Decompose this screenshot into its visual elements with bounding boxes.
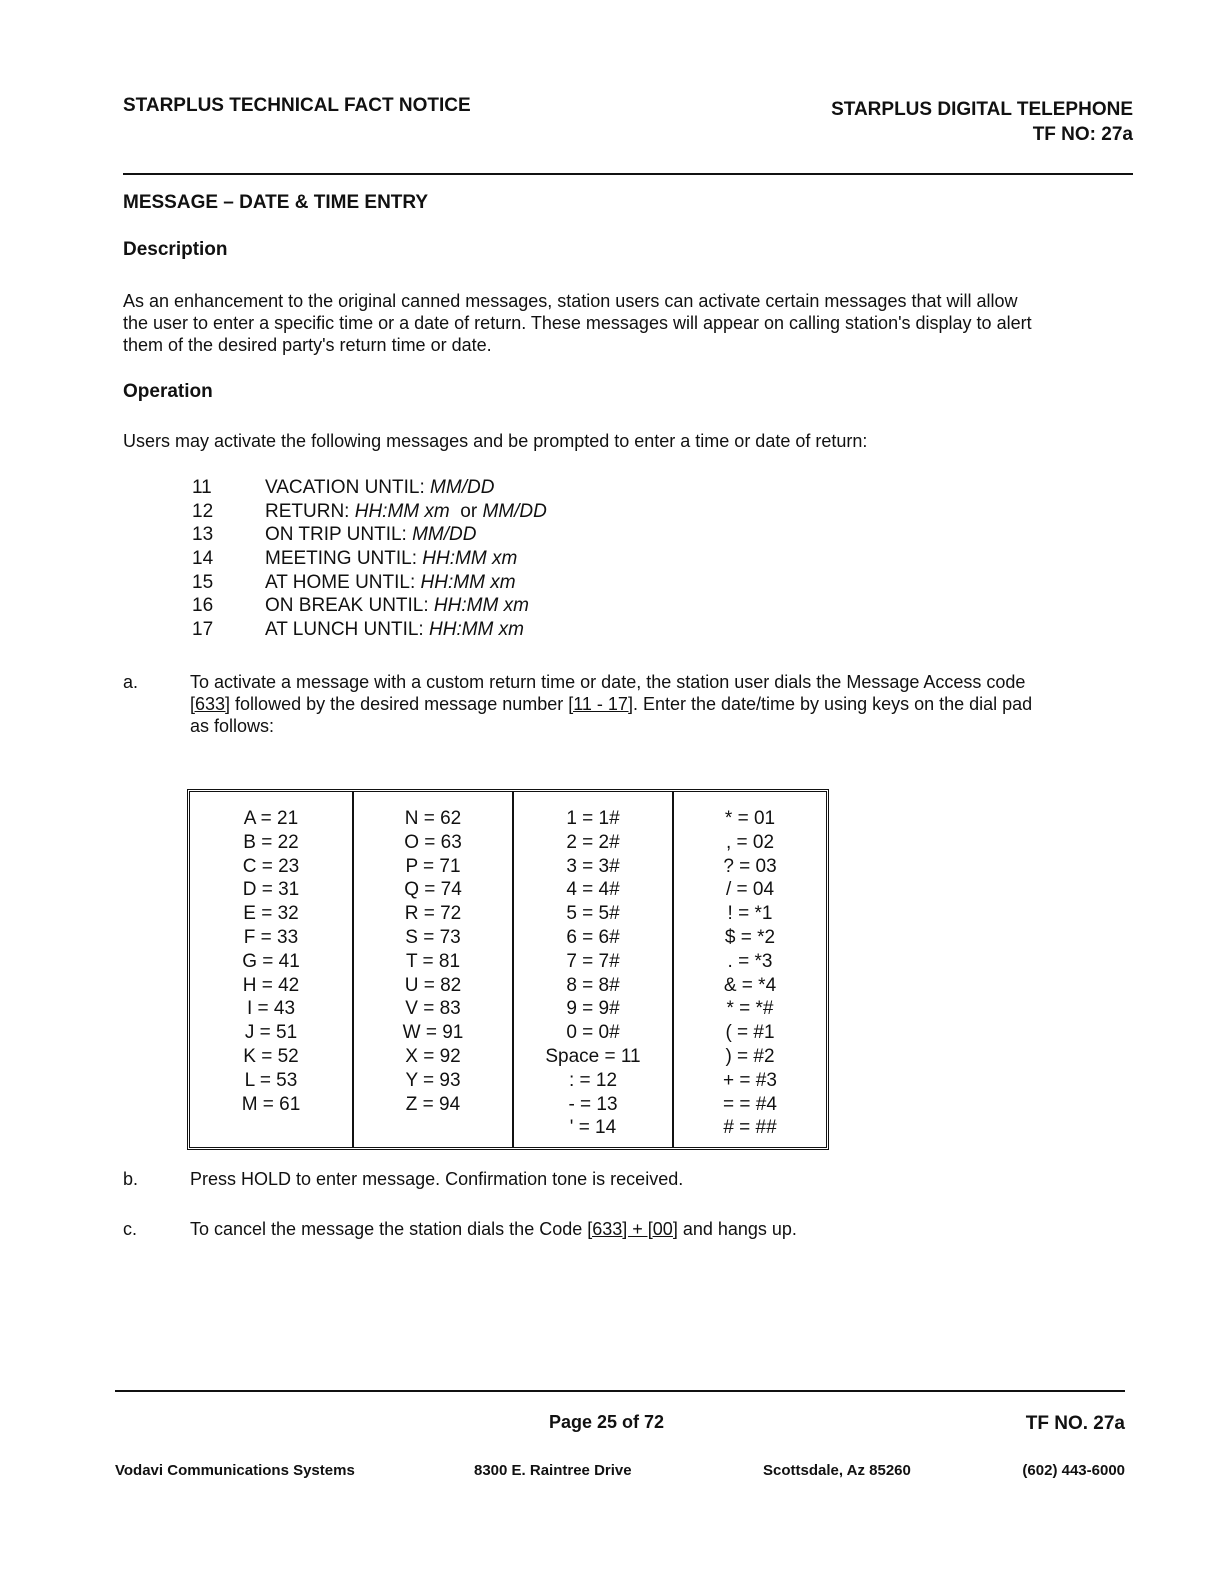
- step-a-text: [190, 671, 1135, 737]
- message-label: MEETING UNTIL:: [265, 548, 423, 570]
- code-entry: J = 51: [244, 1022, 298, 1044]
- code-entry: H = 42: [242, 974, 300, 996]
- code-entry: N = 62: [404, 808, 462, 829]
- code-entry: L = 53: [244, 1069, 298, 1091]
- list-item: [192, 477, 547, 501]
- code-column-letters-a-m: [190, 792, 354, 1147]
- message-label: RETURN:: [265, 500, 355, 522]
- header-right-title: STARPLUS DIGITAL TELEPHONE: [831, 99, 1133, 120]
- code-entry: A = 21: [243, 808, 299, 829]
- header-divider: [123, 173, 1133, 175]
- code-column-symbols: [674, 792, 826, 1147]
- code-entry: * = 01: [724, 808, 776, 829]
- message-format: MM/DD: [430, 477, 495, 498]
- message-format: HH:MM xm: [420, 571, 516, 593]
- message-label: ON TRIP UNTIL:: [265, 524, 413, 546]
- code-entry: M = 61: [241, 1093, 301, 1115]
- code-entry: 1 = 1#: [566, 808, 620, 829]
- step-a-line-end: . Enter the date/time by using keys on the dial pad: [632, 694, 1033, 714]
- code-entry: 9 = 9#: [566, 998, 620, 1020]
- list-item: [192, 524, 547, 548]
- list-item: [192, 619, 547, 643]
- message-label: AT HOME UNTIL:: [265, 571, 421, 593]
- list-item: [192, 501, 547, 525]
- section-title: MESSAGE – DATE & TIME ENTRY: [123, 192, 429, 213]
- description-heading: Description: [123, 239, 228, 260]
- step-c-text: [190, 1218, 797, 1240]
- message-number: 13: [192, 524, 214, 546]
- message-number: 11: [192, 477, 212, 498]
- code-entry: 2 = 2#: [566, 831, 620, 853]
- footer-company: Vodavi Communications Systems: [115, 1462, 355, 1479]
- message-number: 12: [192, 500, 214, 522]
- code-entry: = = #4: [723, 1093, 777, 1115]
- code-entry: 0 = 0#: [566, 1022, 620, 1044]
- code-entry: B = 22: [243, 831, 299, 853]
- code-entry: : = 12: [568, 1069, 618, 1091]
- message-format: HH:MM xm: [354, 500, 450, 522]
- message-number: 15: [192, 571, 214, 593]
- code-entry: $ = *2: [724, 926, 776, 948]
- message-format-alt: MM/DD: [482, 500, 547, 522]
- message-list: [192, 477, 547, 643]
- code-entry: + = #3: [723, 1069, 777, 1091]
- message-format: HH:MM xm: [433, 595, 529, 617]
- cancel-code: [633] + [00]: [587, 1219, 678, 1239]
- code-entry: 5 = 5#: [566, 903, 620, 925]
- code-entry: 6 = 6#: [566, 926, 620, 948]
- code-entry: G = 41: [242, 950, 300, 972]
- code-entry: 3 = 3#: [566, 855, 620, 877]
- list-item: [192, 595, 547, 619]
- step-b-text: Press HOLD to enter message. Confirmation tone is received.: [190, 1169, 684, 1189]
- code-entry: T = 81: [405, 950, 461, 972]
- code-entry: V = 83: [405, 998, 461, 1020]
- code-entry: X = 92: [405, 1045, 461, 1067]
- code-entry: R = 72: [404, 903, 462, 925]
- code-entry: F = 33: [243, 926, 299, 948]
- description-line: the user to enter a specific time or a date of return. These messages will appear on calling station's display to alert: [123, 313, 1032, 333]
- step-a-marker: a.: [123, 672, 139, 692]
- code-column-letters-n-z: [354, 792, 514, 1147]
- step-c-marker: c.: [123, 1219, 138, 1239]
- code-entry: Space = 11: [545, 1045, 641, 1067]
- code-entry: / = 04: [725, 879, 775, 901]
- list-item: [192, 548, 547, 572]
- message-label: ON BREAK UNTIL:: [265, 595, 434, 617]
- code-entry: E = 32: [243, 903, 299, 925]
- step-b-marker: b.: [123, 1169, 139, 1189]
- footer-address: 8300 E. Raintree Drive: [474, 1462, 632, 1479]
- step-a-line-mid: followed by the desired message number: [230, 694, 569, 714]
- code-entry: Q = 74: [404, 879, 462, 901]
- code-entry: Z = 94: [405, 1093, 461, 1115]
- message-number: 16: [192, 595, 214, 617]
- message-label: AT LUNCH UNTIL:: [265, 619, 429, 641]
- code-entry: 8 = 8#: [566, 974, 620, 996]
- footer-divider: [115, 1390, 1125, 1392]
- step-a-line: To activate a message with a custom return time or date, the station user dials the Message Access code: [190, 672, 1026, 692]
- step-c-text-end: and hangs up.: [677, 1219, 797, 1239]
- code-entry: . = *3: [727, 950, 773, 972]
- header-left-title: STARPLUS TECHNICAL FACT NOTICE: [123, 95, 471, 116]
- code-entry: ? = 03: [723, 855, 777, 877]
- message-number: 14: [192, 548, 214, 570]
- dial-pad-code-table: [187, 789, 829, 1150]
- message-label: VACATION UNTIL:: [265, 477, 431, 498]
- description-line: them of the desired party's return time or date.: [123, 335, 492, 355]
- code-entry: C = 23: [242, 855, 300, 877]
- code-entry: O = 63: [404, 831, 462, 853]
- code-column-digits: [514, 792, 674, 1147]
- code-entry: 7 = 7#: [566, 950, 620, 972]
- code-entry: I = 43: [246, 998, 296, 1020]
- code-entry: ! = *1: [727, 903, 773, 925]
- footer-tf-number: TF NO. 27a: [1025, 1413, 1125, 1434]
- page-number: Page 25 of 72: [549, 1412, 665, 1432]
- footer-city: Scottsdale, Az 85260: [763, 1462, 911, 1479]
- operation-heading: Operation: [123, 381, 213, 402]
- code-entry: Y = 93: [405, 1069, 461, 1091]
- list-item: [192, 572, 547, 596]
- message-format: MM/DD: [412, 524, 477, 546]
- code-entry: & = *4: [723, 974, 777, 996]
- code-entry: D = 31: [242, 879, 300, 901]
- code-entry: K = 52: [243, 1045, 299, 1067]
- code-entry: U = 82: [404, 974, 462, 996]
- message-format: HH:MM xm: [422, 548, 518, 570]
- step-a-line: as follows:: [190, 716, 275, 736]
- message-range: [11 - 17]: [568, 694, 633, 714]
- code-entry: ' = 14: [569, 1117, 617, 1139]
- code-entry: # = ##: [723, 1117, 777, 1139]
- footer-phone: (602) 443-6000: [1022, 1462, 1125, 1479]
- code-entry: 4 = 4#: [566, 879, 620, 901]
- header-tf-number: TF NO: 27a: [1032, 124, 1133, 145]
- description-paragraph: [123, 290, 1135, 356]
- step-c-text-start: To cancel the message the station dials the Code: [190, 1219, 588, 1239]
- description-line: As an enhancement to the original canned messages, station users can activate certain messages that will allow: [123, 291, 1018, 311]
- code-entry: S = 73: [405, 926, 461, 948]
- code-entry: ) = #2: [725, 1045, 775, 1067]
- code-entry: , = 02: [725, 831, 775, 853]
- code-entry: ( = #1: [725, 1022, 775, 1044]
- code-entry: W = 91: [402, 1022, 464, 1044]
- access-code: [633]: [190, 694, 231, 714]
- message-suffix: or: [449, 500, 483, 522]
- message-number: 17: [192, 619, 214, 641]
- code-entry: * = *#: [726, 998, 774, 1020]
- code-entry: - = 13: [568, 1093, 618, 1115]
- message-format: HH:MM xm: [429, 619, 524, 641]
- code-entry: P = 71: [405, 855, 461, 877]
- operation-intro: Users may activate the following messages and be prompted to enter a time or date of return:: [123, 431, 868, 451]
